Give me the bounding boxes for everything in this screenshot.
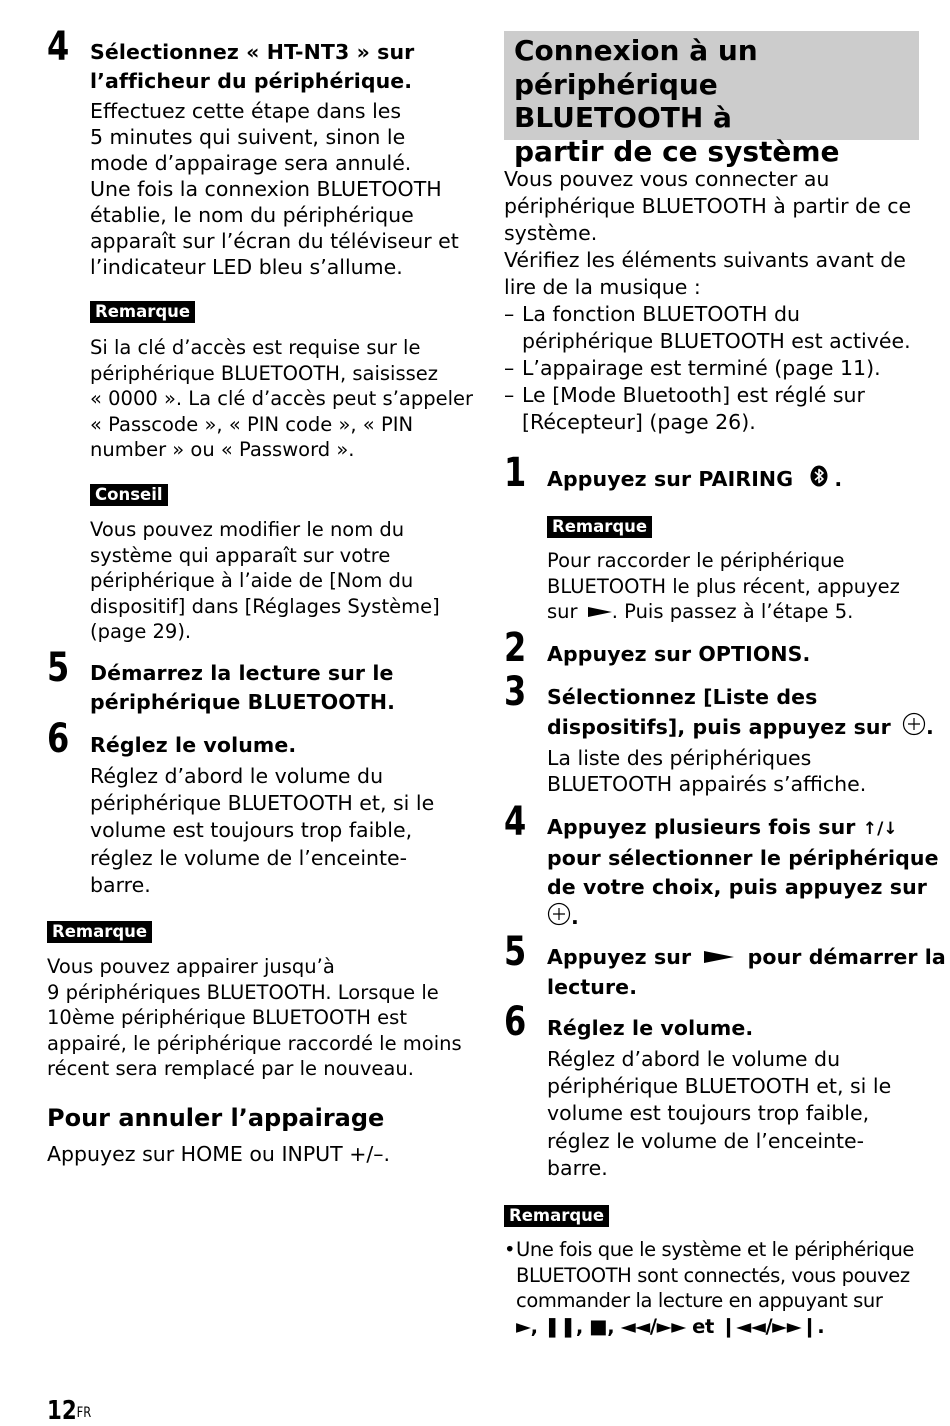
note-text <box>90 335 473 463</box>
text-line: mode d’appairage sera annulé. <box>90 151 412 175</box>
list-item <box>504 382 924 436</box>
text-line: Vérifiez les éléments suivants avant de <box>504 248 906 272</box>
step-heading-line <box>547 712 934 744</box>
step-number: 4 <box>47 24 70 70</box>
step-heading-line: Sélectionnez « HT-NT3 » sur <box>90 40 415 64</box>
text-line: récent sera remplacé par le nouveau. <box>47 1057 414 1080</box>
enter-icon <box>902 712 926 744</box>
text-line: volume est toujours trop faible, <box>547 1101 870 1126</box>
text-line: barre. <box>90 872 151 897</box>
text-line: barre. <box>547 1155 608 1180</box>
step-number: 3 <box>504 669 527 715</box>
text-line: réglez le volume de l’enceinte- <box>547 1128 865 1153</box>
step-body <box>547 1046 891 1182</box>
step-heading-line: Démarrez la lecture sur le <box>90 661 394 685</box>
up-down-arrows-icon: ↑/↓ <box>862 819 898 839</box>
text-line: Une fois que le système et le périphérique <box>516 1238 915 1261</box>
step-heading-line: lecture. <box>547 974 638 999</box>
note-text <box>47 954 462 1082</box>
step-number: 5 <box>504 929 527 975</box>
step-heading <box>547 683 934 744</box>
step-heading-line: l’afficheur du périphérique. <box>90 69 413 93</box>
text-line: « 0000 ». La clé d’accès peut s’appeler <box>90 387 474 410</box>
text-line: périphérique à l’aide de [Nom du <box>90 569 414 592</box>
text-line: système qui apparaît sur votre <box>90 543 391 567</box>
tip-text <box>90 517 440 645</box>
play-icon <box>588 600 612 626</box>
subsection-title: Pour annuler l’appairage <box>47 1104 385 1132</box>
step-heading-line <box>547 943 946 973</box>
step-heading-text: . <box>926 715 934 739</box>
text-line: La fonction BLUETOOTH du <box>522 302 800 326</box>
list-item <box>504 355 924 382</box>
text-line: volume est toujours trop faible, <box>90 818 413 843</box>
note-badge: Remarque <box>504 1205 609 1227</box>
text-line: number » ou « Password ». <box>90 438 355 461</box>
text-line: [Récepteur] (page 26). <box>522 410 756 434</box>
step-number: 2 <box>504 625 527 671</box>
step-heading-line <box>547 902 939 934</box>
text-line: L’appairage est terminé (page 11). <box>522 356 881 380</box>
text-line: BLUETOOTH sont connectés, vous pouvez <box>516 1263 910 1287</box>
step-heading-text: . <box>834 467 843 491</box>
step-heading-line: périphérique BLUETOOTH. <box>90 690 396 714</box>
step-heading: Réglez le volume. <box>90 733 297 757</box>
text-line: Réglez d’abord le volume du <box>90 764 384 788</box>
page-language-suffix: FR <box>76 1405 92 1421</box>
text-line: périphérique BLUETOOTH et, si le <box>90 791 435 816</box>
step-number: 6 <box>47 716 70 762</box>
step-heading-text: Appuyez sur <box>547 945 692 969</box>
note-text <box>504 1237 914 1339</box>
text-line: BLUETOOTH appairés s’affiche. <box>547 772 867 796</box>
text-line: « Passcode », « PIN code », « PIN <box>90 412 414 436</box>
dash-marker: – <box>504 383 515 407</box>
tip-badge: Conseil <box>90 484 168 506</box>
dash-marker: – <box>504 356 515 380</box>
text-line: Réglez d’abord le volume du <box>547 1047 841 1071</box>
step-heading <box>547 465 842 495</box>
text-line: Vous pouvez vous connecter au <box>504 167 830 191</box>
step-heading-line <box>547 813 939 844</box>
step-number: 1 <box>504 450 527 496</box>
text-line: dispositif] dans [Réglages Système] <box>90 594 440 618</box>
text-fragment: . Puis passez à l’étape 5. <box>611 600 854 623</box>
step-heading-text: dispositifs], puis appuyez sur <box>547 715 891 739</box>
step-heading <box>547 943 946 1002</box>
step-heading <box>90 659 395 717</box>
step-heading <box>90 38 414 96</box>
step-body <box>90 763 434 899</box>
text-fragment: sur <box>547 600 578 623</box>
text-line: 5 minutes qui suivent, sinon le <box>90 125 406 149</box>
page-number <box>47 1396 91 1426</box>
step-number: 5 <box>47 645 70 691</box>
step-heading-text: pour démarrer la <box>747 945 946 969</box>
step-heading-line: Sélectionnez [Liste des <box>547 685 818 709</box>
step-number: 6 <box>504 999 527 1045</box>
text-line: Vous pouvez modifier le nom du <box>90 518 405 541</box>
step-number: 4 <box>504 799 527 845</box>
text-line: La liste des périphériques <box>547 746 812 770</box>
step-heading-text: Appuyez plusieurs fois sur <box>547 815 856 839</box>
list-item <box>504 1237 914 1339</box>
note-badge: Remarque <box>90 301 195 323</box>
step-body <box>547 745 866 797</box>
step-body <box>90 98 459 280</box>
text-line: réglez le volume de l’enceinte- <box>90 845 408 870</box>
text-line: BLUETOOTH le plus récent, appuyez <box>547 574 900 598</box>
bullet-marker: • <box>504 1238 516 1261</box>
text-line: périphérique BLUETOOTH et, si le <box>547 1074 892 1099</box>
step-heading-text: . <box>571 905 579 929</box>
step-heading <box>547 813 939 934</box>
text-line: périphérique BLUETOOTH est activée. <box>522 329 911 353</box>
text-line: Vous pouvez appairer jusqu’à <box>47 955 335 978</box>
text-line: Le [Mode Bluetooth] est réglé sur <box>522 383 865 407</box>
text-line: établie, le nom du périphérique <box>90 203 414 227</box>
text-line: appairé, le périphérique raccordé le moins <box>47 1031 462 1055</box>
heading-line: périphérique BLUETOOTH à <box>514 67 732 134</box>
note-badge: Remarque <box>547 516 652 538</box>
step-heading-line: pour sélectionner le périphérique <box>547 846 939 870</box>
heading-line: partir de ce système <box>514 134 840 168</box>
playback-controls-icons: ►, ❚❚, ■, ◄◄/►► et ❙◄◄/►►❙. <box>516 1314 825 1338</box>
text-line: l’indicateur LED bleu s’allume. <box>90 255 403 279</box>
text-line: lire de la musique : <box>504 275 701 299</box>
play-icon <box>704 944 734 973</box>
text-line: Effectuez cette étape dans les <box>90 99 402 123</box>
page-number-value: 12 <box>47 1396 77 1426</box>
heading-line: Connexion à un <box>514 34 758 67</box>
text-line: 9 périphériques BLUETOOTH. Lorsque le <box>47 980 439 1004</box>
step-heading-text: Appuyez sur PAIRING <box>547 467 794 491</box>
list-item <box>504 301 924 355</box>
bluetooth-icon <box>810 465 828 495</box>
text-line: (page 29). <box>90 620 192 643</box>
step-heading: Réglez le volume. <box>547 1016 754 1040</box>
intro-text <box>504 166 911 301</box>
note-badge: Remarque <box>47 921 152 943</box>
enter-icon <box>547 902 571 934</box>
text-line: périphérique BLUETOOTH, saisissez <box>90 361 439 385</box>
text-line: apparaît sur l’écran du téléviseur et <box>90 229 459 253</box>
step-heading-line: de votre choix, puis appuyez sur <box>547 875 927 899</box>
subsection-text: Appuyez sur HOME ou INPUT +/–. <box>47 1142 391 1166</box>
text-line: 10ème périphérique BLUETOOTH est <box>47 1006 407 1029</box>
section-heading <box>504 31 919 171</box>
text-line: Une fois la connexion BLUETOOTH <box>90 177 442 201</box>
step-heading: Appuyez sur OPTIONS. <box>547 642 811 666</box>
checklist <box>504 301 924 436</box>
text-line <box>547 599 900 625</box>
text-line: commander la lecture en appuyant sur <box>516 1289 883 1312</box>
text-line: périphérique BLUETOOTH à partir de ce <box>504 194 912 218</box>
note-text <box>547 548 900 625</box>
section-heading-box <box>504 31 919 168</box>
text-line: système. <box>504 221 598 245</box>
text-line: Si la clé d’accès est requise sur le <box>90 336 421 359</box>
text-line: Pour raccorder le périphérique <box>547 549 845 572</box>
dash-marker: – <box>504 302 515 326</box>
